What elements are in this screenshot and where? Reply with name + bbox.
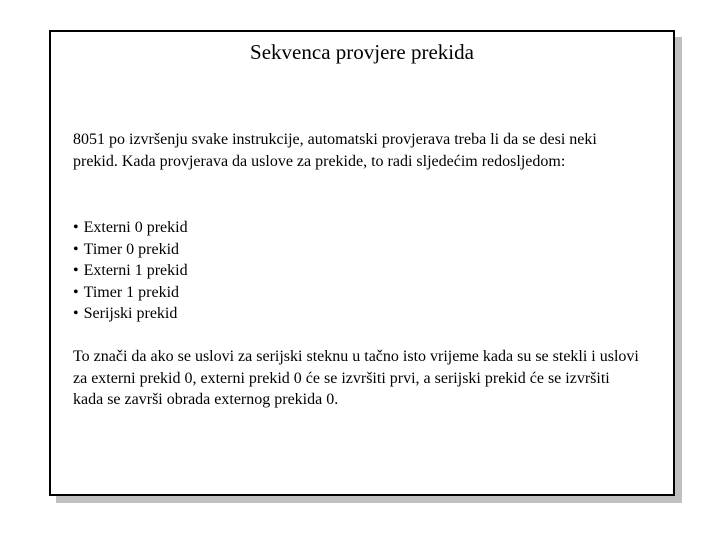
bullet-icon: •: [73, 240, 79, 258]
interrupt-order-list: [73, 217, 188, 325]
intro-paragraph: 8051 po izvršenju svake instrukcije, automatski provjerava treba li da se desi neki prekid. Kada provjerava da uslove za prekide, to radi sljedećim redosljedom:: [73, 131, 597, 170]
slide-title: Sekvenca provjere prekida: [250, 40, 474, 64]
list-item-label: Externi 0 prekid: [83, 219, 188, 236]
list-item: [73, 217, 188, 239]
bullet-icon: •: [73, 219, 79, 236]
list-item: [73, 260, 188, 282]
list-item: [73, 282, 188, 304]
outro-paragraph: To znači da ako se uslovi za serijski steknu u tačno isto vrijeme kada su se stekli i uslovi za externi prekid 0, externi prekid 0 će se izvršiti prvi, a serijski prekid će se izvršiti kada se završi obrada externog prekida 0.: [73, 348, 639, 408]
list-item-label: Timer 1 prekid: [83, 283, 180, 301]
bullet-icon: •: [73, 262, 79, 279]
bullet-icon: •: [73, 283, 79, 301]
list-item-label: Externi 1 prekid: [83, 262, 188, 279]
list-item: [73, 239, 188, 261]
list-item-label: Timer 0 prekid: [83, 240, 180, 258]
list-item: [73, 303, 188, 325]
slide: [49, 30, 675, 496]
bullet-icon: •: [73, 305, 79, 322]
list-item-label: Serijski prekid: [83, 305, 178, 322]
